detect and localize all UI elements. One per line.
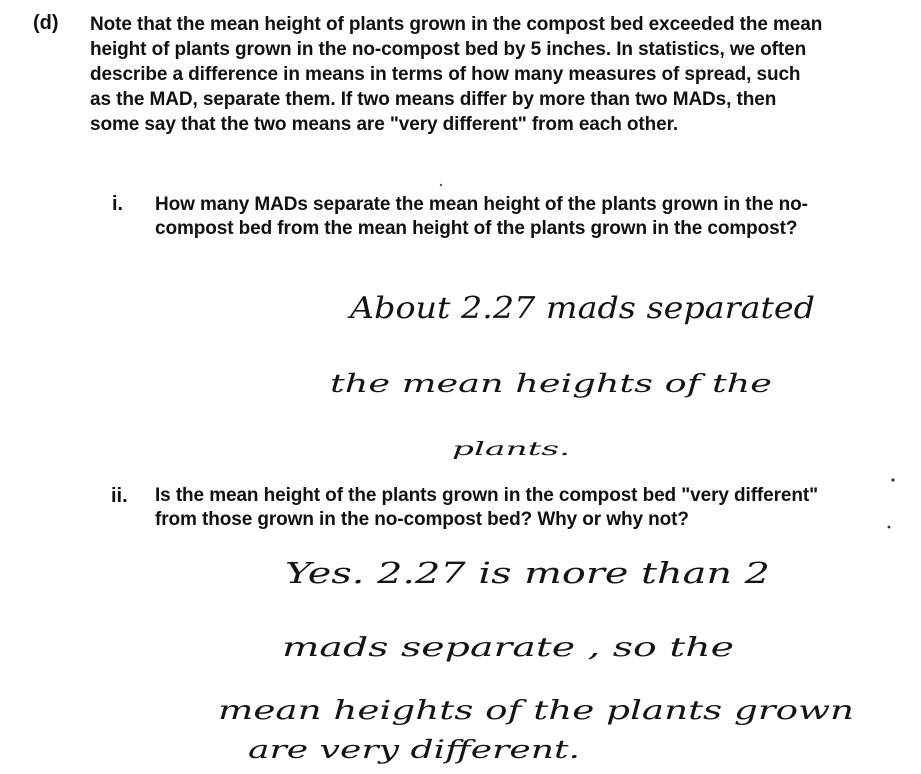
scan-speck	[440, 184, 442, 186]
part-intro-text: Note that the mean height of plants grown in the compost bed exceeded the mean height of plants grown in the no-compost bed by 5 inches. In statistics, we often describe a difference in means in terms of how many measures of spread, such as the MAD, separate them. If two means differ by more than two MADs, then some say that the two means are "very different" from each other.	[90, 14, 823, 135]
question-ii-text: Is the mean height of the plants grown in the compost bed "very different" from those grown in the no-compost bed? Why or why not?	[155, 485, 819, 530]
answer-i-line-3: plants.	[452, 438, 570, 460]
scan-speck	[891, 478, 894, 481]
answer-ii-line-3: mean heights of the plants grown	[218, 696, 854, 726]
answer-i-line-1: About 2.27 mads separated	[346, 291, 815, 326]
question-ii-label: ii.	[111, 485, 128, 507]
answer-ii-line-2: mads separate , so the	[282, 633, 734, 663]
scan-speck	[888, 526, 891, 529]
part-label: (d)	[33, 12, 59, 34]
answer-ii-line-4: are very different.	[248, 735, 580, 764]
answer-i-line-2: the mean heights of the	[330, 369, 772, 398]
question-i-text: How many MADs separate the mean height of the plants grown in the no-compost bed from the mean height of the plants grown in the compost?	[155, 194, 808, 239]
question-i-label: i.	[112, 193, 124, 215]
answer-ii-line-1: Yes. 2.27 is more than 2	[285, 556, 770, 590]
